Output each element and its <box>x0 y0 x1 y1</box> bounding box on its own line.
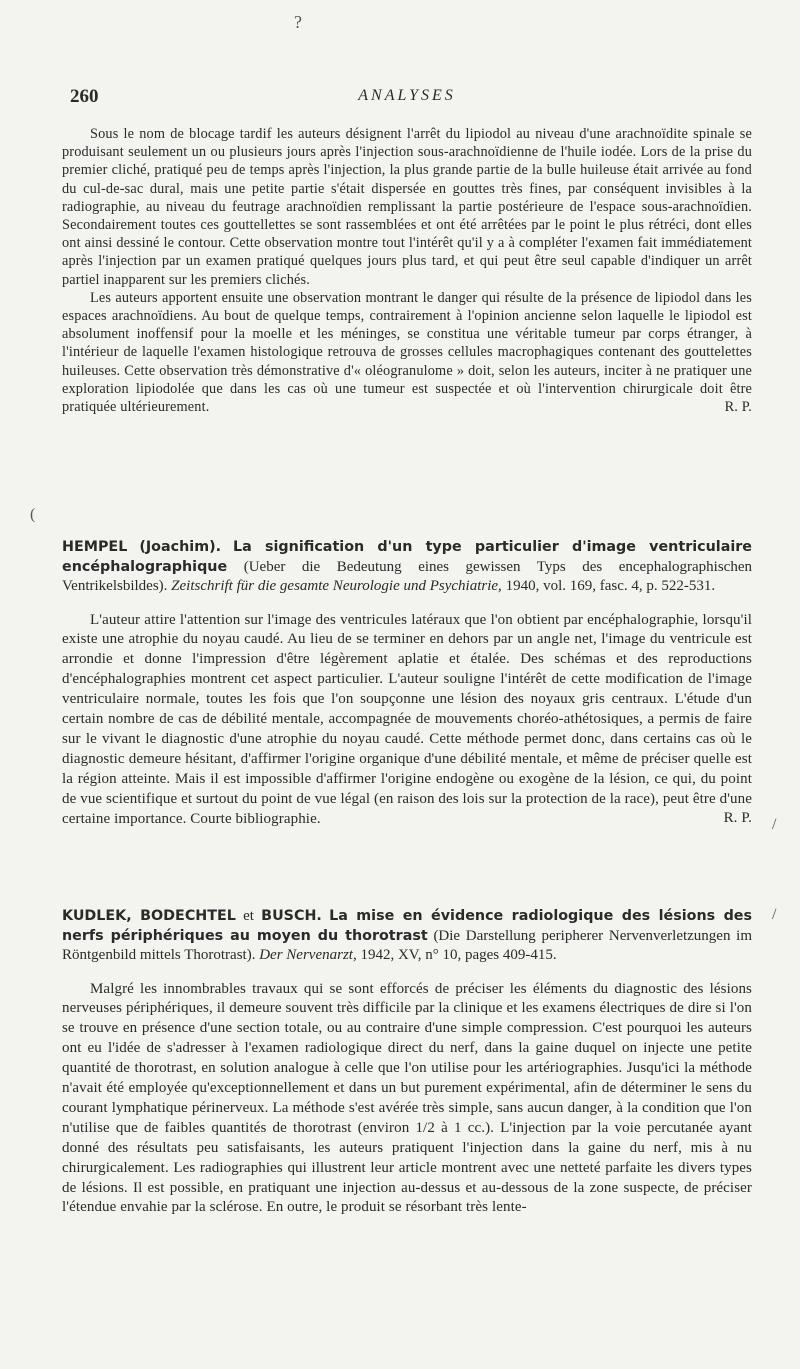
running-header <box>62 86 752 110</box>
article-kudlek-heading <box>62 907 752 966</box>
article-kudlek-journal: Der Nervenarzt, <box>259 947 357 963</box>
article-kudlek-citation: 1942, XV, n° 10, pages 409-415. <box>360 947 557 963</box>
top-mark: ? <box>294 12 302 32</box>
article-kudlek-author-3: BUSCH. <box>261 908 322 924</box>
article-hempel-heading <box>62 538 752 597</box>
article-hempel-signature: R. P. <box>723 810 752 827</box>
intro-section <box>62 125 752 416</box>
margin-mark-1: ( <box>30 506 36 523</box>
article-kudlek-authors: KUDLEK, BODECHTEL <box>62 908 236 924</box>
running-title: ANALYSES <box>358 87 456 104</box>
intro-signature: R. P. <box>724 399 752 416</box>
article-hempel-journal: Zeitschrift für die gesamte Neurologie und Psychiatrie, <box>171 578 502 594</box>
article-kudlek <box>62 907 752 1218</box>
page <box>62 0 752 1369</box>
page-number: 260 <box>70 86 99 107</box>
article-kudlek-orig-title: (Die Darstellung peripherer Nervenverletzungen im Röntgenbild mittels Thorotrast). <box>62 927 753 963</box>
article-hempel-title: La signification d'un type particulier d'image ventriculaire encéphalographique <box>62 539 752 575</box>
intro-paragraph-1: Sous le nom de blocage tardif les auteurs désignent l'arrêt du lipiodol au niveau d'une arachnoïdite spinale se produisant seulement un ou plusieurs jours après l'injection sous-arachnoïdienne de l'huile iodée. Lors de la prise du premier cliché, pratiqué peu de temps après l'injection, la plus grande partie de la bulle huileuse était arrivée au fond du cul-de-sac dural, mais une petite partie s'était dispersée en gouttes très fines, par conséquent invisibles à la radiographie, au niveau du feutrage arachnoïdien remplissant la partie postérieure de l'espace sous-arachnoïdien. Secondairement toutes ces gouttellettes se sont rassemblées et ont été arrêtées par le point le plus rétréci, dont elles ont ainsi dessiné le contour. Cette observation montre tout l'intérêt qu'il y a à compléter l'examen fait immédiatement après l'injection par un examen pratiqué quelques jours plus tard, et qui peut être seul capable d'indiquer un arrêt partiel inapparent sur les premiers clichés. <box>62 126 752 288</box>
article-hempel-body: L'auteur attire l'attention sur l'image des ventricules latéraux que l'on obtient par encéphalographie, lorsqu'il existe une atrophie du noyau caudé. Au lieu de se terminer en dehors par un angle net, l'image du ventricule est arrondie et donne l'impression d'être légèrement aplatie et étalée. Des schémas et des reproductions d'encéphalographies montrent cet aspect particulier. L'auteur souligne l'intérêt de cette modification de l'image ventriculaire normale, toutes les fois que l'on soupçonne une lésion des noyaux gris centraux. L'étude d'un certain nombre de cas de débilité mentale, accompagnée de mouvements choréo-athétosiques, a permis de faire sur le vivant le diagnostic d'une atrophie du noyau caudé. Cette méthode permet donc, dans certains cas où le diagnostic demeure hésitant, d'affirmer l'origine organique d'une débilité mentale, et même de préciser quelle est la région atteinte. Mais il est impossible d'affirmer l'origine endogène ou exogène de la lésion, ce qui, du point de vue scientifique et surtout du point de vue légal (en raison des lois sur la protection de la race), peut être d'une certaine importance. Courte bibliographie. <box>62 611 752 827</box>
article-hempel-citation: 1940, vol. 169, fasc. 4, p. 522-531. <box>505 578 716 594</box>
margin-mark-3: / <box>772 906 777 923</box>
article-hempel-author: HEMPEL <box>62 539 128 555</box>
article-hempel <box>62 538 752 829</box>
article-kudlek-body: Malgré les innombrables travaux qui se sont efforcés de préciser les éléments du diagnostic des lésions nerveuses périphériques, il demeure souvent très difficile par la clinique et les examens électriques de dire si l'on se trouve en présence d'une section totale, ou au contraire d'une simple compression. C'est pourquoi les auteurs ont eu l'idée de s'adresser à l'examen radiologique direct du nerf, dans la gaine duquel on injecte une petite quantité de thorotrast, en solution analogue à celle que l'on utilise pour les artériographies. Jusqu'ici la méthode n'avait été employée qu'exceptionnellement et dans un but purement expérimental, afin de déterminer le sens du courant lymphatique périnerveux. La méthode s'est avérée très simple, sans aucun danger, à la condition que l'on n'utilise que de faibles quantités de thorotrast (environ 1/2 à 1 cc.). L'injection par la voie percutanée ayant donné des résultats peu satisfaisants, les auteurs pratiquent l'injection dans la gaine du nerf, mis à nu chirurgicalement. Les radiographies qui illustrent leur article montrent avec une netteté parfaite les divers types de lésions. Il est possible, en pratiquant une injection au-dessus et au-dessous de la zone suspecte, de préciser l'étendue envahie par la sclérose. En outre, le produit se résorbant très lente- <box>62 980 752 1216</box>
intro-paragraph-2: Les auteurs apportent ensuite une observation montrant le danger qui résulte de la présence de lipiodol dans les espaces arachnoïdiens. Au bout de quelque temps, contrairement à l'opinion ancienne selon laquelle le lipiodol est absolument inoffensif pour la moelle et les méninges, se constitua une véritable tumeur par corps étranger, à l'intérieur de laquelle l'examen histologique retrouva de grosses cellules macrophagiques contenant des gouttelettes huileuses. Cette observation très démonstrative d'« oléogranulome » doit, selon les auteurs, inciter à ne pratiquer une exploration lipiodolée que dans les cas où une tumeur est suspectée et où l'intervention chirurgicale doit être pratiquée ultérieurement. <box>62 289 752 416</box>
margin-mark-2: / <box>772 816 777 833</box>
article-kudlek-title: La mise en évidence radiologique des lésions des nerfs périphériques au moyen du thorotrast <box>62 908 753 944</box>
article-hempel-author-first: (Joachim). <box>139 539 222 555</box>
article-hempel-orig-title: (Ueber die Bedeutung eines gewissen Typs des encephalographischen Ventrikelsbildes). <box>62 558 752 594</box>
article-kudlek-connector: et <box>243 908 254 924</box>
